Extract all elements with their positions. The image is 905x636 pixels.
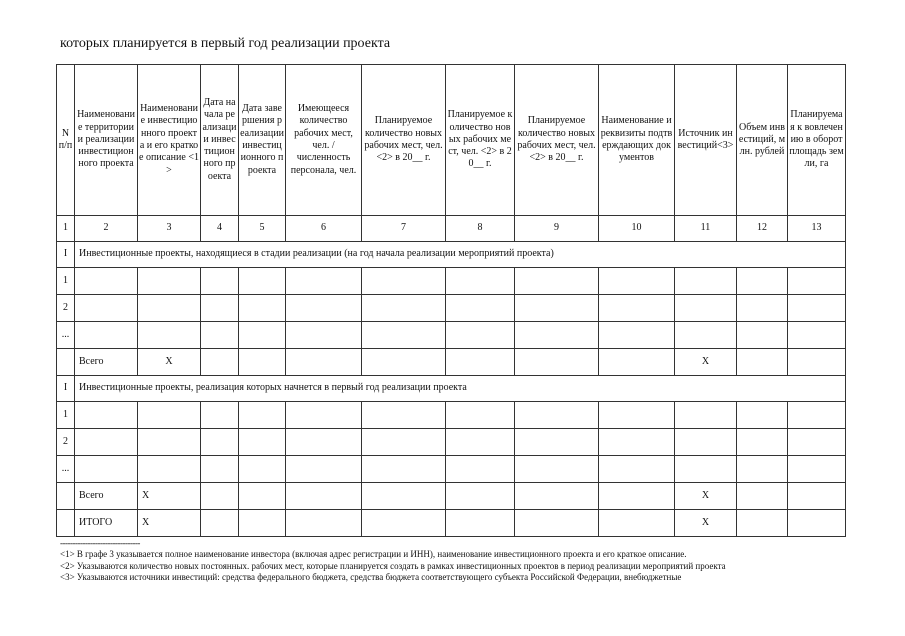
header-cell: Объем инвестиций, млн. рублей — [737, 65, 788, 216]
section-number: I — [57, 376, 75, 402]
table-cell — [362, 483, 446, 510]
table-cell — [138, 456, 201, 483]
table-cell — [362, 349, 446, 376]
table-cell — [515, 510, 599, 537]
table-cell — [515, 268, 599, 295]
header-cell: N п/п — [57, 65, 75, 216]
table-heading: которых планируется в первый год реализации проекта — [60, 36, 391, 51]
table-cell — [788, 295, 846, 322]
column-number: 1 — [57, 216, 75, 242]
table-cell — [446, 483, 515, 510]
table-cell — [599, 483, 675, 510]
table-cell — [599, 268, 675, 295]
table-cell — [286, 456, 362, 483]
footnote: <1> В графе 3 указывается полное наименование инвестора (включая адрес регистрации и ИНН), наименование инвестиционного проекта и его краткое описание. — [60, 549, 687, 559]
table-cell — [239, 322, 286, 349]
header-row — [57, 65, 846, 216]
table-cell — [286, 483, 362, 510]
table-cell — [675, 402, 737, 429]
section-header-row — [57, 242, 846, 268]
table-cell — [138, 268, 201, 295]
table-cell — [515, 483, 599, 510]
table-cell — [788, 322, 846, 349]
row-number: 2 — [57, 429, 75, 456]
row-number: 1 — [57, 268, 75, 295]
column-number: 6 — [286, 216, 362, 242]
table-cell — [737, 268, 788, 295]
table-cell — [201, 429, 239, 456]
table-cell — [515, 429, 599, 456]
table-cell — [515, 322, 599, 349]
column-number: 5 — [239, 216, 286, 242]
table-cell — [75, 295, 138, 322]
footnote-separator: -------------------------------- — [60, 538, 140, 548]
table-cell — [675, 456, 737, 483]
column-number: 4 — [201, 216, 239, 242]
table-cell — [286, 268, 362, 295]
table-cell — [75, 322, 138, 349]
subtotal-row — [57, 483, 846, 510]
header-cell: Планируемое количество новых рабочих мест, чел. <2> в 20__ г. — [362, 65, 446, 216]
table-cell — [599, 510, 675, 537]
row-number: ... — [57, 456, 75, 483]
header-cell: Дата завершения реализации инвестиционного проекта — [239, 65, 286, 216]
subtotal-row — [57, 349, 846, 376]
table-cell — [201, 510, 239, 537]
table-cell — [57, 510, 75, 537]
investment-projects-table — [56, 64, 846, 537]
table-cell — [138, 402, 201, 429]
column-number: 7 — [362, 216, 446, 242]
table-cell — [239, 510, 286, 537]
row-number: 2 — [57, 295, 75, 322]
table-cell — [788, 429, 846, 456]
header-cell: Наименование инвестиционного проекта и его краткое описание <1> — [138, 65, 201, 216]
table-cell — [201, 268, 239, 295]
table-cell — [675, 295, 737, 322]
table-cell — [286, 295, 362, 322]
column-number: 13 — [788, 216, 846, 242]
table-cell — [599, 295, 675, 322]
table-cell — [675, 268, 737, 295]
table-cell — [286, 322, 362, 349]
table-cell — [737, 510, 788, 537]
table-cell — [75, 456, 138, 483]
table-cell — [737, 295, 788, 322]
table-cell — [138, 429, 201, 456]
column-number: 3 — [138, 216, 201, 242]
column-number: 12 — [737, 216, 788, 242]
row-number: ... — [57, 322, 75, 349]
header-cell: Планируемое количество новых рабочих мест, чел. <2> в 20__ г. — [446, 65, 515, 216]
section-title: Инвестиционные проекты, реализация которых начнется в первый год реализации проекта — [75, 376, 846, 402]
table-row — [57, 322, 846, 349]
table-cell — [75, 268, 138, 295]
table-cell — [75, 402, 138, 429]
table-cell — [788, 349, 846, 376]
table-cell — [515, 349, 599, 376]
footnote: <3> Указываются источники инвестиций: средства федерального бюджета, средства бюджета соответствующего субъекта Российской Федерации, внебюджетные — [60, 572, 682, 582]
table-cell — [201, 322, 239, 349]
table-cell — [239, 402, 286, 429]
column-number: 2 — [75, 216, 138, 242]
table-cell — [446, 295, 515, 322]
table-cell — [201, 349, 239, 376]
section-title: Инвестиционные проекты, находящиеся в стадии реализации (на год начала реализации мероприятий проекта) — [75, 242, 846, 268]
header-cell: Имеющееся количество рабочих мест, чел. / численность персонала, чел. — [286, 65, 362, 216]
table-cell — [675, 429, 737, 456]
header-cell: Наименование и реквизиты подтверждающих документов — [599, 65, 675, 216]
table-cell — [788, 456, 846, 483]
table-cell — [599, 429, 675, 456]
table-cell — [239, 295, 286, 322]
table-cell — [362, 510, 446, 537]
subtotal-marker: X — [675, 483, 737, 510]
table-cell — [239, 429, 286, 456]
table-cell — [75, 429, 138, 456]
header-cell: Источник инвестиций<3> — [675, 65, 737, 216]
table-cell — [239, 349, 286, 376]
table-cell — [239, 483, 286, 510]
table-cell — [362, 402, 446, 429]
grand-total-row — [57, 510, 846, 537]
table-row — [57, 268, 846, 295]
table-cell — [446, 429, 515, 456]
table-cell — [515, 295, 599, 322]
header-cell: Наименование территории и реализации инвестиционного проекта — [75, 65, 138, 216]
grand-total-label: ИТОГО — [75, 510, 138, 537]
section-number: I — [57, 242, 75, 268]
subtotal-label: Всего — [75, 349, 138, 376]
table-cell — [201, 295, 239, 322]
table-cell — [737, 456, 788, 483]
column-number: 10 — [599, 216, 675, 242]
table-cell — [515, 456, 599, 483]
subtotal-marker: X — [138, 483, 201, 510]
column-number-row — [57, 216, 846, 242]
grand-total-marker: X — [138, 510, 201, 537]
table-cell — [286, 402, 362, 429]
table-cell — [362, 322, 446, 349]
column-number: 8 — [446, 216, 515, 242]
table-cell — [599, 349, 675, 376]
table-cell — [362, 429, 446, 456]
table-cell — [446, 268, 515, 295]
section-header-row — [57, 376, 846, 402]
subtotal-marker: X — [675, 349, 737, 376]
table-cell — [446, 322, 515, 349]
column-number: 9 — [515, 216, 599, 242]
column-number: 11 — [675, 216, 737, 242]
table-cell — [138, 322, 201, 349]
table-row — [57, 295, 846, 322]
table-cell — [239, 268, 286, 295]
table-cell — [788, 268, 846, 295]
table-cell — [737, 349, 788, 376]
table-cell — [362, 268, 446, 295]
table-cell — [515, 402, 599, 429]
table-cell — [57, 483, 75, 510]
table-cell — [446, 510, 515, 537]
table-cell — [201, 483, 239, 510]
footnote: <2> Указываются количество новых постоянных. рабочих мест, которые планируется создать в рамках инвестиционных проектов в период реализации мероприятий проекта — [60, 560, 726, 571]
table-cell — [201, 402, 239, 429]
table-cell — [201, 456, 239, 483]
header-cell: Дата начала реализации инвестиционного проекта — [201, 65, 239, 216]
table-row — [57, 429, 846, 456]
subtotal-marker: X — [138, 349, 201, 376]
table-cell — [737, 483, 788, 510]
subtotal-label: Всего — [75, 483, 138, 510]
table-cell — [788, 483, 846, 510]
table-cell — [446, 402, 515, 429]
table-cell — [599, 402, 675, 429]
header-cell: Планируемая к вовлечению в оборот площадь земли, га — [788, 65, 846, 216]
table-cell — [599, 322, 675, 349]
table-cell — [446, 456, 515, 483]
table-cell — [286, 349, 362, 376]
table-cell — [599, 456, 675, 483]
row-number: 1 — [57, 402, 75, 429]
table-row — [57, 402, 846, 429]
table-cell — [286, 510, 362, 537]
table-cell — [362, 456, 446, 483]
table-cell — [737, 429, 788, 456]
table-cell — [362, 295, 446, 322]
table-cell — [788, 402, 846, 429]
table-row — [57, 456, 846, 483]
table-cell — [239, 456, 286, 483]
grand-total-marker: X — [675, 510, 737, 537]
table-cell — [286, 429, 362, 456]
table-cell — [57, 349, 75, 376]
table-cell — [737, 402, 788, 429]
table-cell — [138, 295, 201, 322]
table-cell — [737, 322, 788, 349]
table-cell — [788, 510, 846, 537]
footnotes — [60, 549, 846, 584]
header-cell: Планируемое количество новых рабочих мест, чел. <2> в 20__ г. — [515, 65, 599, 216]
table-cell — [446, 349, 515, 376]
table-cell — [675, 322, 737, 349]
